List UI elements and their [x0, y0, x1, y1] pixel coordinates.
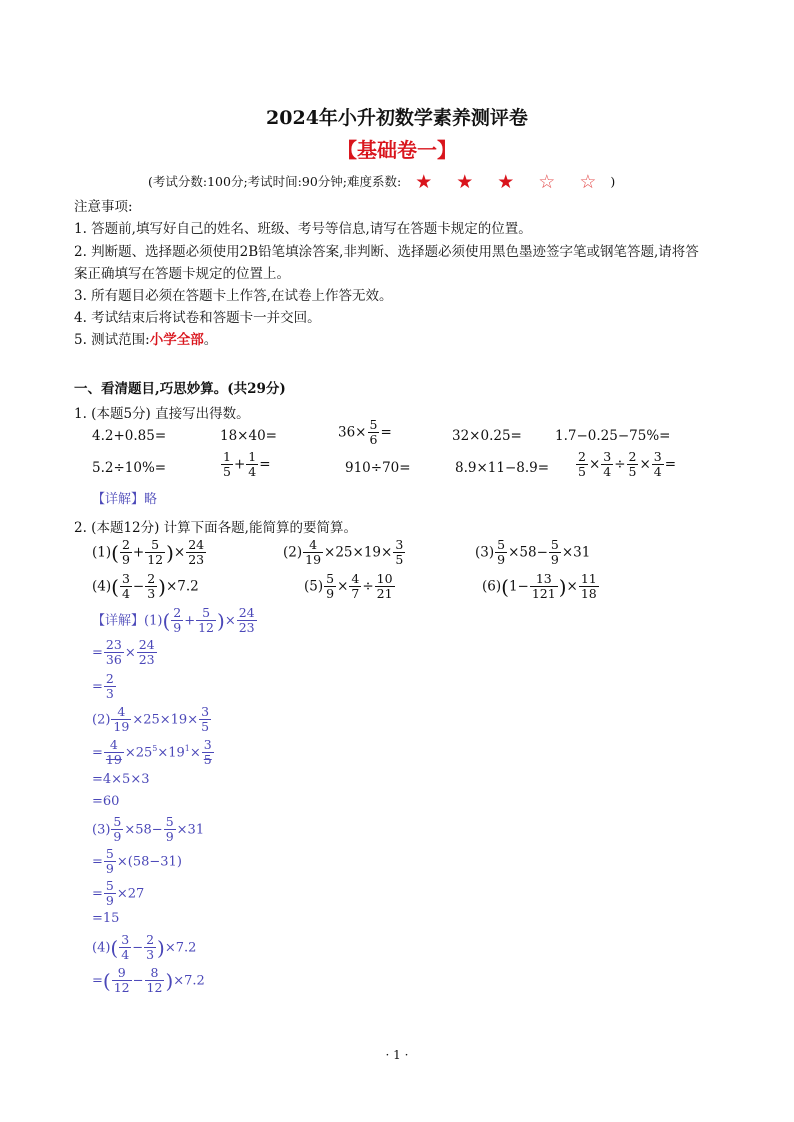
solution-step: = $\frac{4}{19}$ $\times 25^5\times 19^1\times$ $\frac{3}{5}$ [92, 737, 212, 768]
note-item: 4. 考试结束后将试卷和答题卡一并交回。 [74, 310, 321, 326]
oral-calc-7: $\frac{1}{5}$ + $\frac{1}{4}$ = [223, 449, 271, 480]
calc-item-2: (2) $\frac{4}{19}$ ×25×19× $\frac{3}{5}$ [283, 537, 404, 568]
solution-step: =( $\frac{9}{12}$ − $\frac{8}{12}$ )×7.2 [92, 965, 205, 996]
star-filled-icon: ★ [497, 171, 515, 193]
oral-calc-2: 18×40= [220, 428, 277, 444]
answer-label: 【详解】略 [92, 492, 158, 507]
note-item: 3. 所有题目必须在答题卡上作答,在试卷上作答无效。 [74, 288, 393, 304]
exam-meta [148, 169, 615, 191]
calc-item-5: (5) $\frac{5}{9}$ × $\frac{4}{7}$ ÷ $\frac{10}{21}$ [304, 571, 393, 602]
meta-suffix: ) [610, 174, 616, 189]
solution-step: = $\frac{5}{9}$ ×(58−31) [92, 846, 182, 877]
solution-step: (3) $\frac{5}{9}$ ×58− $\frac{5}{9}$ ×31 [92, 814, 205, 845]
oral-calc-5: 1.7−0.25−75%= [555, 428, 671, 444]
exam-subtitle: 【基础卷一】 [337, 138, 457, 162]
solution-step: = $\frac{5}{9}$ ×27 [92, 878, 145, 909]
oral-calc-3: 36× $\frac{5}{6}$ = [338, 417, 392, 448]
meta-text: (考试分数:100分;考试时间:90分钟;难度系数: [148, 174, 402, 189]
notes-heading: 注意事项: [74, 199, 133, 215]
oral-calc-8: 910÷70= [345, 460, 411, 476]
note-item: 案正确填写在答题卡规定的位置上。 [74, 266, 290, 282]
solution-step: = $\frac{23}{36}$ × $\frac{24}{23}$ [92, 637, 155, 668]
calc-item-3: (3) $\frac{5}{9}$ ×58− $\frac{5}{9}$ ×31 [475, 537, 591, 568]
solution-step: 【详解】(1)( $\frac{2}{9}$ + $\frac{5}{12}$ )× $\frac{24}{23}$ [92, 605, 255, 636]
solution-step: (2) $\frac{4}{19}$ ×25×19× $\frac{3}{5}$ [92, 704, 210, 735]
oral-calc-6: 5.2÷10%= [92, 460, 167, 476]
page-number: · 1 · [385, 1048, 409, 1062]
note-item: 1. 答题前,填写好自己的姓名、班级、考号等信息,请写在答题卡规定的位置。 [74, 221, 532, 237]
star-empty-icon: ☆ [579, 171, 597, 193]
solution-step: =60 [92, 794, 120, 809]
solution-step: =15 [92, 911, 120, 926]
question-stem: 2. (本题12分) 计算下面各题,能简算的要简算。 [74, 520, 357, 536]
scope-value: 小学全部 [149, 332, 204, 348]
star-filled-icon: ★ [456, 171, 474, 193]
oral-calc-10: $\frac{2}{5}$ × $\frac{3}{4}$ ÷ $\frac{2}{5}$ × $\frac{3}{4}$ = [578, 449, 677, 480]
oral-calc-4: 32×0.25= [452, 428, 522, 444]
solution-step: = $\frac{2}{3}$ [92, 671, 114, 702]
section-heading: 一、看清题目,巧思妙算。(共29分) [74, 381, 286, 397]
question-stem: 1. (本题5分) 直接写出得数。 [74, 406, 250, 422]
calc-item-6: (6)(1− $\frac{13}{121}$ )× $\frac{11}{18}$ [482, 571, 597, 602]
solution-step: =4×5×3 [92, 772, 150, 787]
oral-calc-1: 4.2+0.85= [92, 428, 167, 444]
note-item: 2. 判断题、选择题必须使用2B铅笔填涂答案,非判断、选择题必须使用黑色墨迹签字笔或钢笔答题,请将答 [74, 244, 699, 260]
calc-item-1: (1)( $\frac{2}{9}$ + $\frac{5}{12}$ )× $\frac{24}{23}$ [92, 537, 205, 568]
star-filled-icon: ★ [415, 171, 433, 193]
oral-calc-9: 8.9×11−8.9= [455, 460, 550, 476]
exam-title: 2024年小升初数学素养测评卷 [266, 107, 528, 129]
note-item-scope: 5. 测试范围:小学全部。 [74, 332, 218, 348]
calc-item-4: (4)( $\frac{3}{4}$ − $\frac{2}{3}$ )×7.2 [92, 571, 199, 602]
star-empty-icon: ☆ [538, 171, 556, 193]
solution-step: (4)( $\frac{3}{4}$ − $\frac{2}{3}$ )×7.2 [92, 932, 197, 963]
